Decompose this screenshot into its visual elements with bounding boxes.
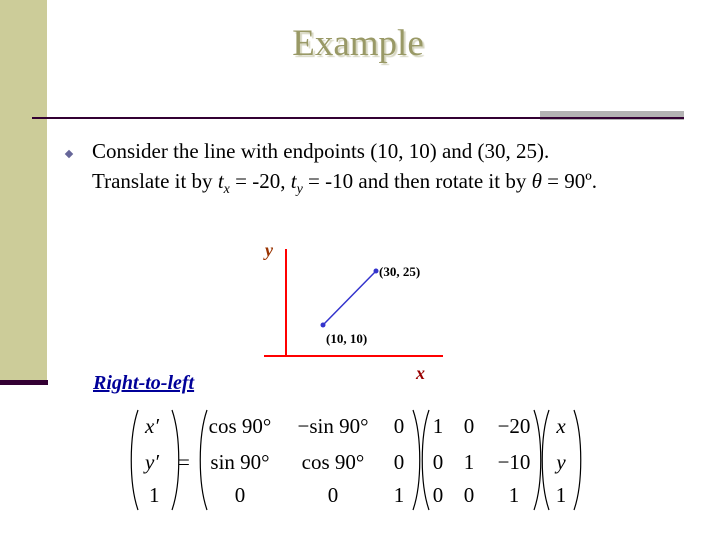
text-prefix: Translate it by xyxy=(92,169,218,193)
sidebar-edge-line xyxy=(0,380,48,385)
ty-value: = -10 and then rotate it by xyxy=(302,169,532,193)
rotation-cell-3-2: 0 xyxy=(327,483,339,507)
translation-cell-3-2: 0 xyxy=(463,483,475,507)
rhs-one: 1 xyxy=(555,483,567,507)
bullet-text-line-1: Consider the line with endpoints (10, 10) and (30, 25). xyxy=(92,139,550,163)
line-segment-diagram xyxy=(255,235,455,380)
rotation-cell-2-2: cos 90° xyxy=(301,450,365,474)
rotation-cell-2-3: 0 xyxy=(393,450,405,474)
rhs-x: x xyxy=(556,414,566,438)
equals-sign: = xyxy=(178,450,190,474)
rotation-left-paren xyxy=(200,410,207,510)
translation-cell-2-2: 1 xyxy=(463,450,475,474)
rotation-cell-1-3: 0 xyxy=(393,414,405,438)
translation-cell-1-3: −20 xyxy=(497,414,531,438)
rhs-right-paren xyxy=(574,410,581,510)
endpoint-b-label: (30, 25) xyxy=(379,264,421,279)
line-segment xyxy=(323,271,376,325)
rhs-y: y xyxy=(556,450,566,474)
y-axis-label: y xyxy=(265,240,273,260)
right-to-left-link[interactable]: Right-to-left xyxy=(93,372,195,394)
lhs-x-prime: x′ xyxy=(145,414,159,438)
translation-cell-3-1: 0 xyxy=(432,483,444,507)
translation-cell-1-1: 1 xyxy=(432,414,444,438)
x-axis-label: x xyxy=(416,363,425,380)
matrix-equation xyxy=(128,408,588,512)
slide-title: Example xyxy=(292,23,424,64)
tx-subscript: x xyxy=(223,182,230,198)
tx-variable: t xyxy=(217,169,224,193)
rotation-cell-2-1: sin 90° xyxy=(210,450,270,474)
lhs-y-prime: y′ xyxy=(145,450,159,474)
endpoint-a-dot xyxy=(321,323,326,328)
rotation-cell-3-1: 0 xyxy=(234,483,246,507)
rotation-cell-3-3: 1 xyxy=(393,483,405,507)
translation-cell-1-2: 0 xyxy=(463,414,475,438)
title-rule xyxy=(32,117,684,119)
tx-value: = -20, xyxy=(229,169,291,193)
rotation-cell-1-2: −sin 90° xyxy=(297,414,369,438)
translation-cell-2-1: 0 xyxy=(432,450,444,474)
lhs-one: 1 xyxy=(149,483,160,507)
ty-variable: t xyxy=(290,169,297,193)
rhs-left-paren xyxy=(542,410,549,510)
ty-subscript: y xyxy=(296,182,303,198)
rotation-cell-1-1: cos 90° xyxy=(208,414,272,438)
theta-symbol: θ xyxy=(531,169,542,193)
diamond-bullet-icon xyxy=(65,150,73,158)
rotation-right-paren xyxy=(413,410,420,510)
translation-cell-2-3: −10 xyxy=(497,450,531,474)
theta-value: = 90º. xyxy=(541,169,598,193)
endpoint-a-label: (10, 10) xyxy=(326,331,368,346)
lhs-left-paren xyxy=(131,410,138,510)
translation-right-paren xyxy=(534,410,541,510)
bullet-text-line-2 xyxy=(92,169,597,198)
translation-left-paren xyxy=(422,410,429,510)
endpoint-b-dot xyxy=(374,269,379,274)
translation-cell-3-3: 1 xyxy=(508,483,520,507)
